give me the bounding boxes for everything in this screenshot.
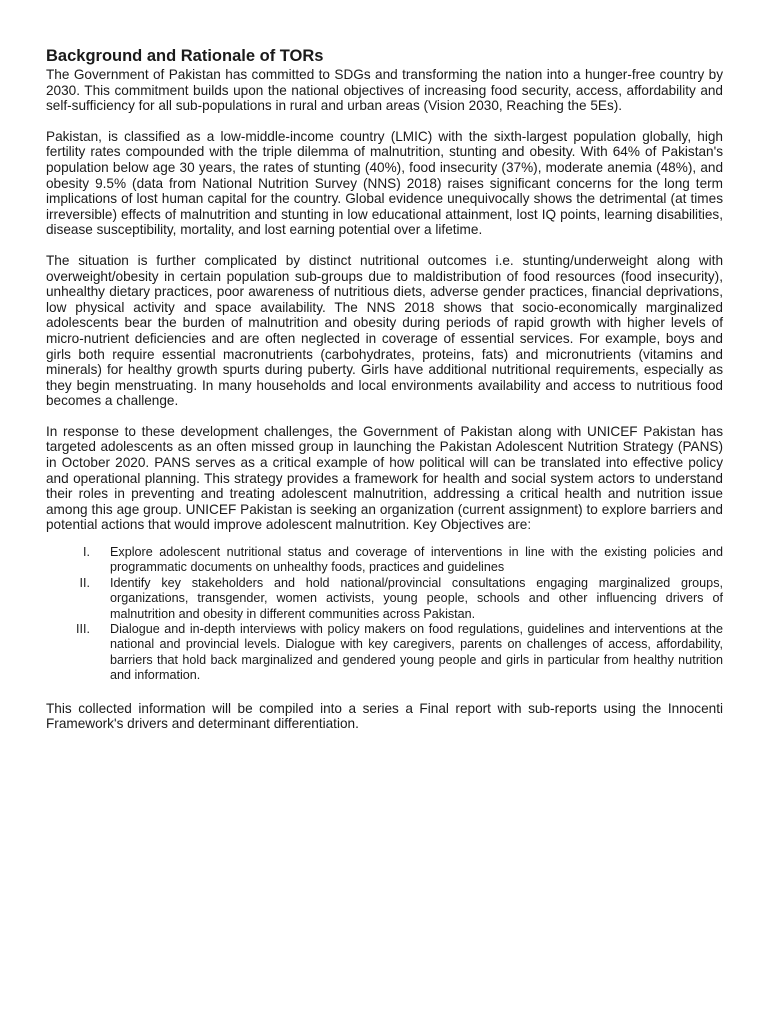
list-item-number: III.	[76, 622, 90, 637]
list-item-number: I.	[83, 545, 90, 560]
list-item	[46, 622, 723, 684]
paragraph-closing: This collected information will be compiled into a series a Final report with sub-reports using the Innocenti Framework's drivers and determinant differentiation.	[46, 700, 723, 732]
list-item-number: II.	[79, 575, 90, 590]
list-item-text: Dialogue and in-depth interviews with policy makers on food regulations, guidelines and interventions at the national and provincial levels. Dialogue with key caregivers, parents on challenges of access, affordability, barriers that hold back marginalized and gendered young people and girls in particular from healthy nutrition and information.	[110, 622, 723, 683]
list-item	[46, 576, 723, 622]
section-title: Background and Rationale of TORs	[46, 47, 324, 65]
paragraph-nutrition-situation: The situation is further complicated by distinct nutritional outcomes i.e. stunting/underweight along with overweight/obesity in certain population sub-groups due to maldistribution of food resources (food insecurity), unhealthy dietary practices, poor awareness of nutritious diets, adverse gender practices, financial deprivations, low physical activity and space availability. The NNS 2018 shows that socio-economically marginalized adolescents bear the burden of malnutrition and obesity during periods of rapid growth with higher levels of micro-nutrient deficiencies and are often neglected in coverage of essential services. For example, boys and girls both require essential macronutrients (carbohydrates, proteins, fats) and micronutrients (vitamins and minerals) for healthy growth spurts during puberty. Girls have additional nutritional requirements, especially as they begin menstruating. In many households and local environments availability and access to nutritious food becomes a challenge.	[46, 252, 723, 409]
paragraph-intro: The Government of Pakistan has committed to SDGs and transforming the nation into a hunger-free country by 2030. This commitment builds upon the national objectives of increasing food security, access, affordability and self-sufficiency for all sub-populations in rural and urban areas (Vision 2030, Reaching the 5Es).	[46, 67, 723, 114]
list-item-text: Explore adolescent nutritional status and coverage of interventions in line with the existing policies and programmatic documents on unhealthy foods, practices and guidelines	[110, 545, 723, 575]
paragraph-response: In response to these development challenges, the Government of Pakistan along with UNICEF Pakistan has targeted adolescents as an often missed group in launching the Pakistan Adolescent Nutrition Strategy (PANS) in October 2020. PANS serves as a critical example of how political will can be translated into effective policy and operational planning. This strategy provides a framework for health and social system actors to understand their roles in preventing and treating adolescent malnutrition, addressing a critical health and nutrition issue among this age group. UNICEF Pakistan is seeking an organization (current assignment) to explore barriers and potential actions that would improve adolescent malnutrition. Key Objectives are:	[46, 423, 723, 533]
paragraph-pakistan-context: Pakistan, is classified as a low-middle-income country (LMIC) with the sixth-largest population globally, high fertility rates compounded with the triple dilemma of malnutrition, stunting and obesity. With 64% of Pakistan's population below age 30 years, the rates of stunting (40%), food insecurity (37%), moderate anemia (48%), and obesity 9.5% (data from National Nutrition Survey (NNS) 2018) raises significant concerns for the long term implications of lost human capital for the country. Global evidence unequivocally shows the detrimental (at times irreversible) effects of malnutrition and stunting in low educational attainment, lost IQ points, learning disabilities, disease susceptibility, mortality, and lost earning potential over a lifetime.	[46, 128, 723, 238]
objectives-list	[46, 545, 723, 684]
document-page	[46, 46, 723, 747]
list-item-text: Identify key stakeholders and hold national/provincial consultations engaging marginalized groups, organizations, transgender, women activists, young people, schools and other influencing drivers of malnutrition and obesity in different communities across Pakistan.	[110, 575, 723, 621]
list-item	[46, 545, 723, 576]
